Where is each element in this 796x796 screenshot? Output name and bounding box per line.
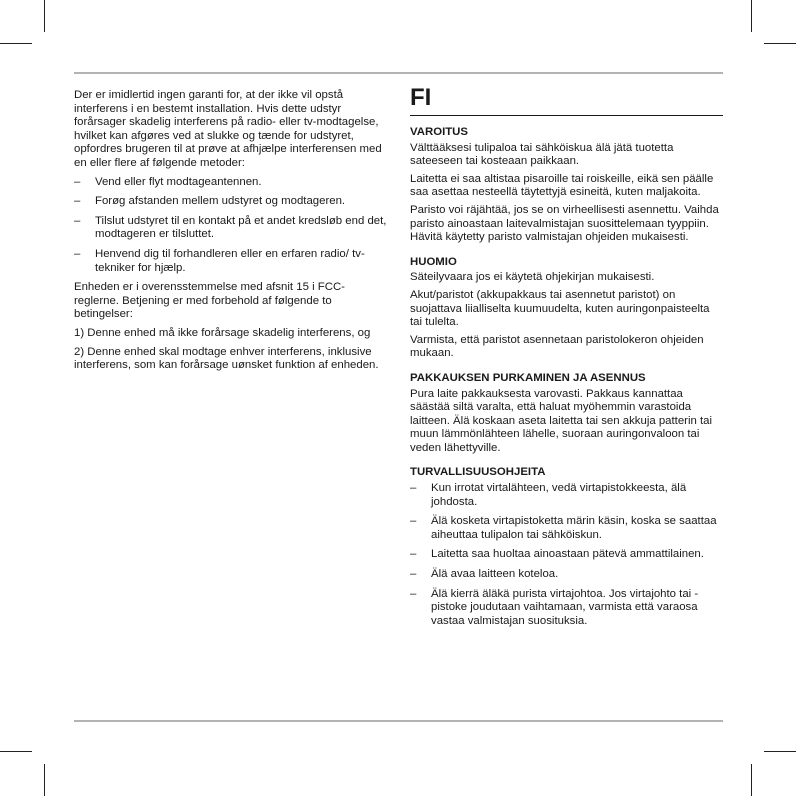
list-item: – Tilslut udstyret til en kontakt på et andet kredsløb end det, modtageren er tilsluttet. [74, 215, 389, 242]
crop-mark [0, 751, 32, 752]
crop-mark [751, 0, 752, 32]
crop-mark [44, 764, 45, 796]
list-item: – Älä kierrä äläkä purista virtajohtoa. Jos virtajohto tai -pistoke joudutaan vaihtamaan, varmista että varaosa vastaa valmistajan suosituksia. [410, 588, 723, 629]
condition-2: 2) Denne enhed skal modtage enhver interferens, inklusive interferens, som kan forårsage uønsket funktion af enheden. [74, 345, 379, 372]
crop-mark [764, 43, 796, 44]
list-item: – Älä kosketa virtapistoketta märin käsin, koska se saattaa aiheuttaa tulipalon tai sähköiskun. [410, 515, 723, 542]
section-heading: TURVALLISUUSOHJEITA [410, 466, 546, 479]
section-varoitus [410, 126, 723, 245]
list-item: – Älä avaa laitteen koteloa. [410, 568, 723, 582]
section-heading: HUOMIO [410, 255, 457, 268]
section-turvallisuus [410, 466, 723, 628]
section-heading: PAKKAUKSEN PURKAMINEN JA ASENNUS [410, 371, 646, 384]
condition-1: 1) Denne enhed må ikke forårsage skadelig interferens, og [74, 326, 371, 339]
paragraph: Laitetta ei saa altistaa pisaroille tai roiskeille, eikä sen päälle saa asettaa nesteellä täytettyjä esineitä, kuten maljakoita. [410, 172, 714, 199]
compliance-paragraph: Enheden er i overensstemmelse med afsnit 15 i FCC-reglerne. Betjening er med forbehold af følgende to betingelser: [74, 281, 345, 321]
paragraph: Välttääksesi tulipaloa tai sähköiskua älä jätä tuotetta sateeseen tai kosteaan paikkaan. [410, 141, 674, 168]
bottom-rule [74, 720, 723, 722]
list-item: – Forøg afstanden mellem udstyret og modtageren. [74, 195, 389, 209]
language-heading: FI [410, 86, 723, 116]
paragraph: Paristo voi räjähtää, jos se on virheellisesti asennettu. Vaihda paristo ainoastaan laitevalmistajan suosittelemaan tyyppiin. Hävitä käytetty paristo valmistajan ohjeiden mukaisesti. [410, 203, 719, 244]
safety-list [410, 482, 723, 628]
crop-mark [751, 764, 752, 796]
crop-mark [44, 0, 45, 32]
left-column [74, 89, 389, 378]
paragraph: Akut/paristot (akkupakkaus tai asennetut paristot) on suojattava liialliselta kuumuudelta, kuten auringonpaisteelta tai tulelta. [410, 288, 710, 329]
list-item: – Vend eller flyt modtageantennen. [74, 176, 389, 190]
section-huomio [410, 256, 723, 361]
paragraph: Varmista, että paristot asennetaan paristolokeron ohjeiden mukaan. [410, 333, 704, 360]
section-heading: VAROITUS [410, 126, 469, 138]
top-rule [74, 72, 723, 74]
right-column [410, 86, 723, 639]
section-pakkaus [410, 372, 723, 456]
intro-paragraph: Der er imidlertid ingen garanti for, at der ikke vil opstå interferens i en bestemt installation. Hvis dette udstyr forårsager skadelig interferens på radio- eller tv-modtagelse, hvilket kan afgøres ved at slukke og tænde for udstyret, opfordres brugeren til at prøve at afhjælpe interferensen med en eller flere af følgende metoder: [74, 89, 382, 169]
crop-mark [764, 751, 796, 752]
remedy-list [74, 176, 389, 276]
list-item: – Kun irrotat virtalähteen, vedä virtapistokkeesta, älä johdosta. [410, 482, 723, 509]
paragraph: Pura laite pakkauksesta varovasti. Pakkaus kannattaa säästää siltä varalta, että haluat myöhemmin varastoida laitteen. Älä koskaan aseta laitetta tai sen akkuja patterin tai muun lämmönlähteen lähelle, suoraan auringonvaloon tai veden lähettyville. [410, 387, 713, 454]
list-item: – Henvend dig til forhandleren eller en erfaren radio/ tv-tekniker for hjælp. [74, 248, 389, 275]
list-item: – Laitetta saa huoltaa ainoastaan pätevä ammattilainen. [410, 548, 723, 562]
crop-mark [0, 43, 32, 44]
paragraph: Säteilyvaara jos ei käytetä ohjekirjan mukaisesti. [410, 271, 655, 284]
